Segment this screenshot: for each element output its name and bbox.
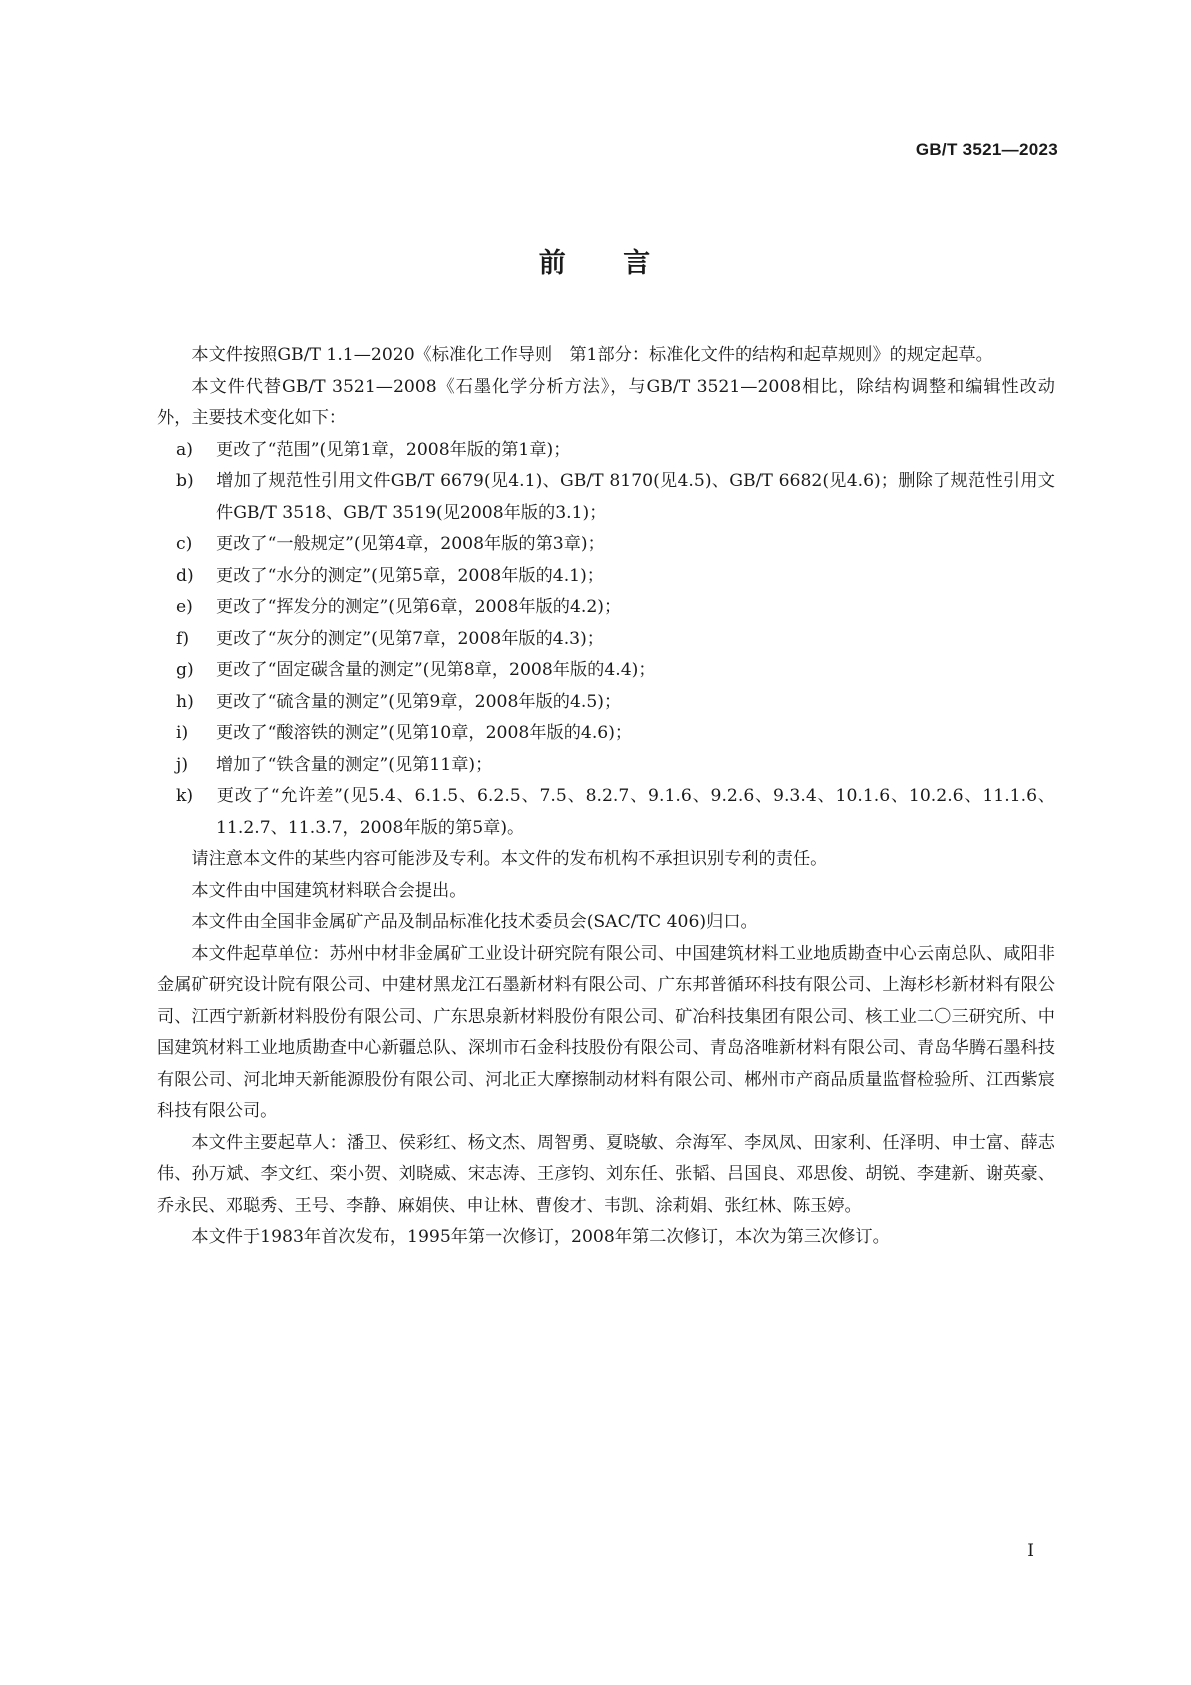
list-item-marker: b) xyxy=(176,471,194,491)
list-item-text: 更改了“硫含量的测定”(见第9章，2008年版的4.5)； xyxy=(216,691,622,712)
list-item xyxy=(157,529,1055,561)
list-item xyxy=(157,750,1055,782)
page-number: I xyxy=(1027,1541,1034,1561)
list-item-marker: a) xyxy=(176,439,193,460)
list-item xyxy=(157,466,1055,529)
list-item-marker: i) xyxy=(176,723,189,743)
list-item-marker: g) xyxy=(176,660,194,680)
list-item-text: 更改了“一般规定”(见第4章，2008年版的第3章)； xyxy=(216,534,605,554)
paragraph-technical-committee: 本文件由全国非金属矿产品及制品标准化技术委员会(SAC/TC 406)归口。 xyxy=(191,912,758,932)
technical-changes-list xyxy=(157,435,1055,845)
standard-number: GB/T 3521—2023 xyxy=(915,140,1058,159)
list-item-text: 增加了规范性引用文件GB/T 6679(见4.1)、GB/T 8170(见4.5)、GB/T 6682(见4.6)；删除了规范性引用文件GB/T 3518、GB/T 3519(见2008年版的3.1)； xyxy=(216,471,1055,523)
list-item-marker: h) xyxy=(176,691,194,712)
paragraph-publication-history: 本文件于1983年首次发布，1995年第一次修订，2008年第二次修订，本次为第三次修订。 xyxy=(191,1227,890,1247)
paragraph-patent-notice: 请注意本文件的某些内容可能涉及专利。本文件的发布机构不承担识别专利的责任。 xyxy=(191,849,828,869)
list-item-marker: j) xyxy=(176,754,189,775)
list-item xyxy=(157,718,1055,750)
list-item xyxy=(157,624,1055,656)
list-item xyxy=(157,687,1055,719)
list-item-marker: c) xyxy=(176,534,193,554)
list-item-text: 更改了“灰分的测定”(见第7章，2008年版的4.3)； xyxy=(216,628,604,649)
list-item-text: 更改了“范围”(见第1章，2008年版的第1章)； xyxy=(216,439,571,460)
page-title: 前 言 xyxy=(538,248,653,279)
paragraph-replacement: 本文件代替GB/T 3521—2008《石墨化学分析方法》，与GB/T 3521—2008相比，除结构调整和编辑性改动外，主要技术变化如下： xyxy=(157,376,1055,428)
list-item-text: 更改了“允许差”(见5.4、6.1.5、6.2.5、7.5、8.2.7、9.1.6、9.2.6、9.3.4、10.1.6、10.2.6、11.1.6、11.2.7、11.3.7，2008年版的第5章)。 xyxy=(216,786,1055,838)
list-item-text: 更改了“水分的测定”(见第5章，2008年版的4.1)； xyxy=(216,565,604,586)
list-item-text: 增加了“铁含量的测定”(见第11章)； xyxy=(216,754,493,775)
list-item-marker: f) xyxy=(176,628,190,649)
list-item xyxy=(157,592,1055,624)
list-item-marker: k) xyxy=(176,786,194,806)
list-item-marker: e) xyxy=(176,597,193,617)
list-item-marker: d) xyxy=(176,565,194,586)
list-item-text: 更改了“挥发分的测定”(见第6章，2008年版的4.2)； xyxy=(216,597,622,617)
foreword-content xyxy=(157,340,1055,1254)
list-item xyxy=(157,655,1055,687)
list-item-text: 更改了“固定碳含量的测定”(见第8章，2008年版的4.4)； xyxy=(216,660,656,680)
list-item xyxy=(157,561,1055,593)
paragraph-drafting-rules: 本文件按照GB/T 1.1—2020《标准化工作导则 第1部分：标准化文件的结构和起草规则》的规定起草。 xyxy=(191,345,993,365)
paragraph-drafting-organizations: 本文件起草单位：苏州中材非金属矿工业设计研究院有限公司、中国建筑材料工业地质勘查中心云南总队、咸阳非金属矿研究设计院有限公司、中建材黑龙江石墨新材料有限公司、广东邦普循环科技有限公司、上海杉杉新材料有限公司、江西宁新新材料股份有限公司、广东思泉新材料股份有限公司、矿冶科技集团有限公司、核工业二〇三研究所、中国建筑材料工业地质勘查中心新疆总队、深圳市石金科技股份有限公司、青岛洛唯新材料有限公司、青岛华腾石墨科技有限公司、河北坤天新能源股份有限公司、河北正大摩擦制动材料有限公司、郴州市产商品质量监督检验所、江西紫宸科技有限公司。 xyxy=(157,943,1055,1121)
list-item-text: 更改了“酸溶铁的测定”(见第10章，2008年版的4.6)； xyxy=(216,723,633,743)
list-item xyxy=(157,781,1055,844)
paragraph-proposer: 本文件由中国建筑材料联合会提出。 xyxy=(191,880,467,901)
list-item xyxy=(157,435,1055,467)
paragraph-drafters: 本文件主要起草人：潘卫、侯彩红、杨文杰、周智勇、夏晓敏、佘海军、李凤凤、田家利、任泽明、申士富、薛志伟、孙万斌、李文红、栾小贺、刘晓威、宋志涛、王彦钧、刘东任、张韬、吕国良、邓思俊、胡锐、李建新、谢英豪、乔永民、邓聪秀、王号、李静、麻娟侠、申让林、曹俊才、韦凯、涂莉娟、张红林、陈玉婷。 xyxy=(157,1132,1055,1216)
